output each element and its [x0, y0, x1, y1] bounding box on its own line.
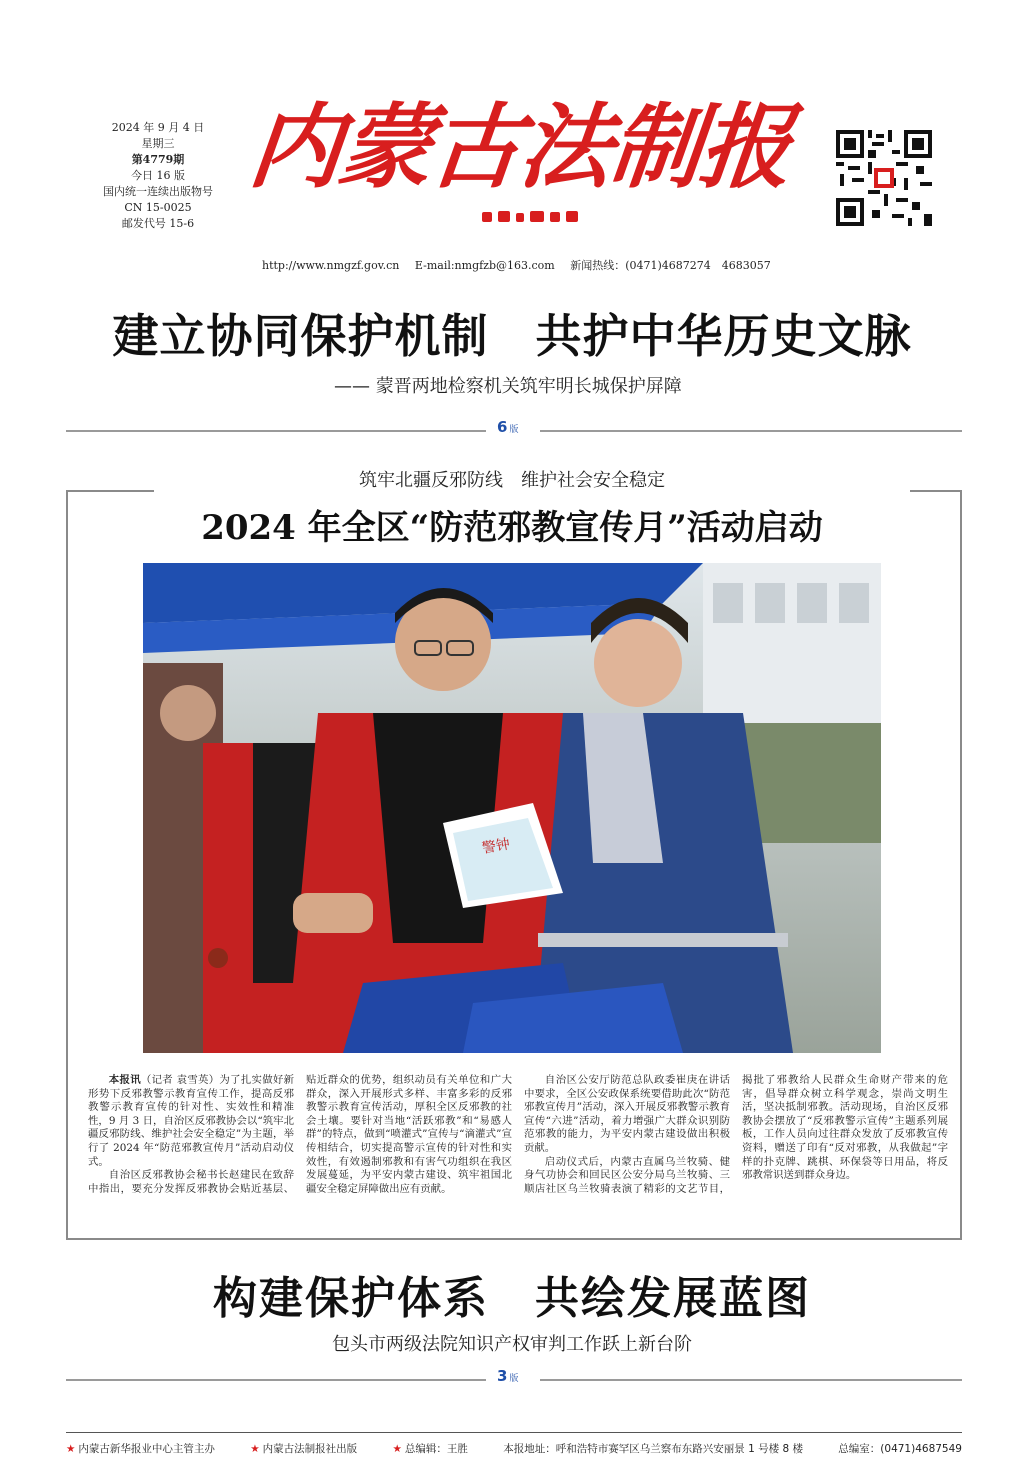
star-icon: ★	[250, 1443, 260, 1455]
contact-line	[262, 257, 783, 273]
issue-date: 2024 年 9 月 4 日	[111, 121, 205, 134]
feature-headline[interactable]: 2024 年全区“防范邪教宣传月”活动启动	[201, 508, 823, 548]
qr-code-icon	[836, 130, 932, 226]
lead-subheadline: —— 蒙晋两地检察机关筑牢明长城保护屏障	[334, 376, 682, 397]
byline: （记者 袁雪英）	[140, 1074, 220, 1086]
footer-item-sponsor	[66, 1441, 215, 1456]
divider-left-2	[66, 1379, 486, 1381]
news-hotline: 新闻热线：(0471)4687274 4683057	[570, 259, 771, 272]
issue-info	[88, 120, 228, 232]
cn-number: CN 15-0025	[124, 201, 192, 214]
feature-photo	[143, 563, 881, 1053]
dateline: 本报讯	[108, 1074, 141, 1086]
newspaper-title: 内蒙古法制报	[244, 93, 796, 201]
star-icon: ★	[392, 1443, 402, 1455]
paragraph-1-text: 为了扎实做好新形势下反邪教警示教育宣传工作，提高反邪教警示教育宣传的针对性、实效性和精准性，9 月 3 日，自治区反邪教协会以“筑牢北疆反邪防线、维护社会安全稳定”为主题，举行了 2024 年“防范邪教宣传月”活动启动仪式。	[88, 1074, 295, 1168]
footer-rule-top	[66, 1432, 962, 1433]
mongolian-script-logo	[480, 210, 590, 224]
footer-editor-text: 总编辑：王胜	[404, 1443, 468, 1455]
lead-headline[interactable]: 建立协同保护机制 共护中华历史文脉	[112, 309, 912, 363]
page-ref-number-2: 3	[497, 1367, 508, 1385]
second-headline[interactable]: 构建保护体系 共绘发展蓝图	[213, 1273, 811, 1324]
feature-kicker: 筑牢北疆反邪防线 维护社会安全稳定	[359, 470, 665, 491]
article-paragraph-1	[88, 1074, 294, 1169]
publication-id-label: 国内统一连续出版物号	[103, 185, 213, 198]
page-count: 今日 16 版	[131, 169, 185, 182]
article-paragraph-2: 自治区反邪教协会秘书长赵建民在致辞中指出，要充分发挥反邪教协会贴近基层、贴近群众的优势，组织动员有关单位和广大群众，深入开展形式多样、丰富多彩的反邪教警示教育宣传活动，厚积全区反邪教的社会土壤。要针对当地“活跃邪教”和“易感人群”的特点，做到“喷灌式”宣传与“滴灌式”宣传相结合，切实提高警示宣传的针对性和实效性，有效遏制邪教和有害气功组织在我区发展蔓延，为平安内蒙古建设、筑牢祖国北疆安全稳定屏障做出应有贡献。	[88, 1074, 512, 1195]
divider-left	[66, 430, 486, 432]
article-paragraph-4: 启动仪式后，内蒙古直属乌兰牧骑、健身气功协会和回民区公安分局乌兰牧骑、三顺店社区乌兰牧骑表演了精彩的文艺节目，揭批了邪教给人民群众生命财产带来的危害，倡导群众树立科学观念，崇尚文明生活，坚决抵制邪教。活动现场，自治区反邪教协会摆放了“反邪教警示宣传”主题系列展板，工作人员向过往群众发放了反邪教宣传资料，赠送了印有“反对邪教，从我做起”字样的扑克牌、跳棋、环保袋等日用品，将反邪教常识送到群众身边。	[524, 1074, 948, 1195]
email-link[interactable]: E-mail:nmgfzb@163.com	[414, 259, 555, 272]
website-link[interactable]: http://www.nmgzf.gov.cn	[262, 259, 400, 272]
booklet-cover-text: 警钟	[480, 836, 512, 857]
article-paragraph-3: 自治区公安厅防范总队政委崔庚在讲话中要求，全区公安政保系统要借助此次“防范邪教宣传月”活动，深入开展反邪教警示教育宣传“六进”活动，着力增强广大群众识别防范邪教的能力，为平安内蒙古建设做出积极贡献。	[524, 1074, 730, 1154]
newspaper-logo	[244, 92, 820, 212]
footer-item-publisher	[250, 1441, 357, 1456]
issue-number: 第4779期	[131, 153, 185, 166]
footer-sponsor-text: 内蒙古新华报业中心主管主办	[78, 1443, 215, 1455]
page-ref-3[interactable]	[497, 1367, 518, 1385]
issue-weekday: 星期三	[141, 137, 175, 150]
star-icon: ★	[66, 1443, 76, 1455]
footer-address: 本报地址：呼和浩特市赛罕区乌兰察布东路兴安丽景 1 号楼 8 楼	[503, 1443, 803, 1455]
divider-right-2	[540, 1379, 962, 1381]
second-subheadline: 包头市两级法院知识产权审判工作跃上新台阶	[332, 1334, 692, 1355]
page-ref-suffix: 版	[509, 425, 519, 435]
footer-office-phone: 总编室：(0471)4687549	[838, 1443, 962, 1455]
postal-code: 邮发代号 15-6	[121, 217, 195, 230]
footer-item-editor	[393, 1441, 468, 1456]
footer-publisher-text: 内蒙古法制报社出版	[262, 1443, 358, 1455]
page-ref-suffix-2: 版	[509, 1374, 519, 1384]
divider-right	[540, 430, 962, 432]
page-ref-6[interactable]	[497, 418, 518, 436]
page-ref-number: 6	[497, 418, 508, 436]
feature-article	[88, 1074, 948, 1224]
footer	[66, 1441, 962, 1456]
